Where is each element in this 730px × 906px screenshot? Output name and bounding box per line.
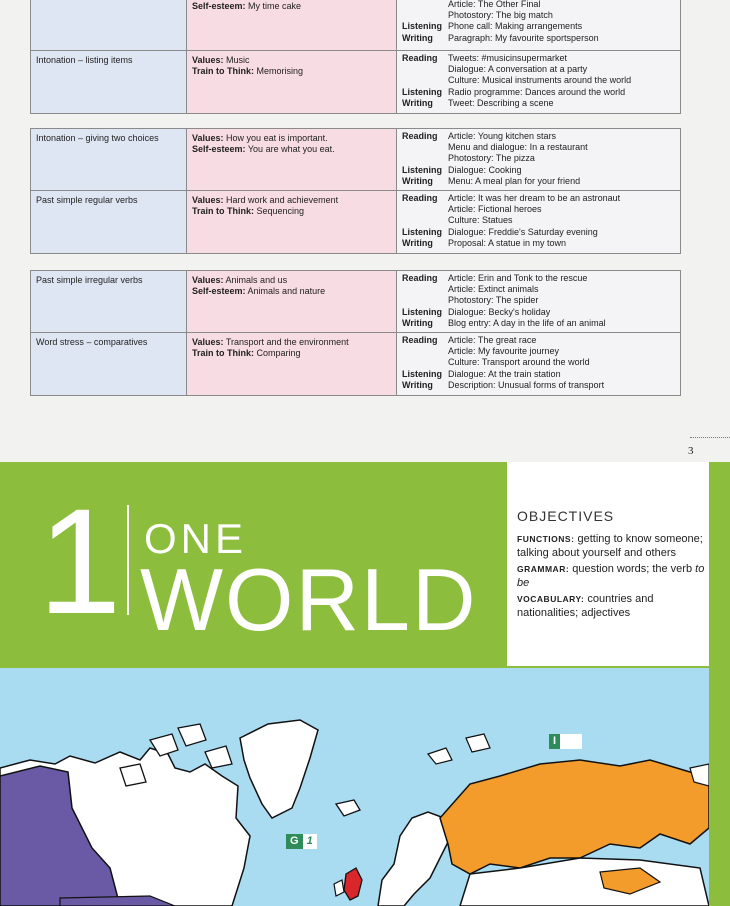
objective-vocabulary [517, 592, 705, 620]
values-cell [187, 333, 397, 395]
skill-text: Article: The Other Final [448, 0, 541, 9]
values-line [192, 1, 391, 12]
values-line [192, 195, 391, 206]
skill-key [402, 357, 448, 368]
syllabus-row [31, 129, 680, 191]
skill-text: Dialogue: Becky's holiday [448, 306, 551, 317]
skills-cell [397, 271, 680, 332]
page-number-rule [690, 437, 730, 438]
unit-divider [127, 505, 129, 615]
skill-key: Listening [402, 164, 442, 175]
objective-text: question words; the verb [572, 563, 693, 575]
objective-label: FUNCTIONS: [517, 534, 575, 544]
skill-text: Dialogue: Cooking [448, 164, 522, 175]
skill-key: Reading [402, 53, 438, 63]
skill-key: Reading [402, 273, 438, 283]
values-line [192, 144, 391, 155]
values-text: Memorising [256, 66, 304, 76]
values-text: Transport and the environment [225, 337, 349, 347]
skill-text: Phone call: Making arrangements [448, 21, 583, 32]
skill-text: Description: Unusual forms of transport [448, 379, 605, 390]
syllabus-row [31, 333, 680, 395]
skill-key: Writing [402, 175, 433, 186]
objectives-box [507, 462, 709, 666]
values-key: Train to Think: [192, 206, 254, 216]
skill-key: Listening [402, 86, 442, 97]
skill-text: Paragraph: My favourite sportsperson [448, 32, 599, 43]
syllabus-row [31, 191, 680, 253]
skill-text: Menu: A meal plan for your friend [448, 175, 581, 186]
skill-key [402, 0, 448, 10]
skill-text: Photostory: The pizza [448, 153, 535, 164]
values-line [192, 206, 391, 217]
values-text: How you eat is important. [226, 133, 328, 143]
values-line [192, 133, 391, 144]
values-line [192, 55, 391, 66]
russia-orange-region [440, 760, 709, 874]
badge-letter: I [549, 734, 560, 749]
skill-key: Reading [402, 335, 438, 345]
values-key: Train to Think: [192, 348, 254, 358]
values-key: Train to Think: [192, 66, 254, 76]
skill-text: Photostory: The big match [448, 10, 553, 21]
badge-letter: G [286, 834, 303, 849]
values-key: Values: [192, 275, 224, 285]
side-green-strip [709, 462, 730, 906]
skill-text: Menu and dialogue: In a restaurant [448, 142, 588, 153]
skill-text: Blog entry: A day in the life of an animal [448, 317, 606, 328]
skill-text: Article: Extinct animals [448, 284, 539, 295]
skill-key [402, 215, 448, 226]
values-text: My time cake [248, 1, 302, 11]
objective-label: VOCABULARY: [517, 594, 585, 604]
skill-key [402, 295, 448, 306]
skill-key: Reading [402, 193, 438, 203]
skills-cell [397, 333, 680, 395]
skills-cell [397, 129, 680, 190]
skill-text: Radio programme: Dances around the world [448, 86, 626, 97]
skill-text: Culture: Musical instruments around the world [448, 75, 632, 86]
values-cell [187, 191, 397, 253]
values-key: Values: [192, 337, 224, 347]
values-line [192, 275, 391, 286]
skill-key: Writing [402, 379, 433, 390]
badge-number: 1 [303, 834, 317, 849]
skill-text: Dialogue: Freddie's Saturday evening [448, 226, 598, 237]
objective-functions [517, 532, 705, 560]
values-text: Music [226, 55, 250, 65]
skill-text: Culture: Transport around the world [448, 357, 590, 368]
skill-key [402, 284, 448, 295]
skill-key [402, 75, 448, 86]
values-key: Values: [192, 133, 224, 143]
objective-italic-text: to be [517, 563, 705, 589]
pronunciation-cell: Past simple regular verbs [31, 191, 187, 253]
values-line [192, 337, 391, 348]
unit-title-line-2: WORLD [140, 550, 478, 649]
skill-key [402, 64, 448, 75]
skill-text: Article: The great race [448, 335, 537, 345]
skill-key: Writing [402, 32, 433, 43]
skill-key: Listening [402, 306, 442, 317]
skill-text: Article: My favourite journey [448, 346, 560, 357]
unit-title-line-1: ONE [144, 515, 248, 562]
uk-red-region [344, 868, 362, 900]
pronunciation-cell: Past simple irregular verbs [31, 271, 187, 332]
skill-text: Tweet: Describing a scene [448, 97, 554, 108]
skill-key [402, 204, 448, 215]
values-text: Animals and nature [247, 286, 326, 296]
arctic-island [466, 734, 490, 752]
skill-text: Proposal: A statue in my town [448, 237, 567, 248]
skill-key: Listening [402, 226, 442, 237]
objective-grammar [517, 562, 705, 590]
objective-text: getting to know someone; talking about yourself and others [517, 533, 703, 559]
skill-text: Article: Erin and Tonk to the rescue [448, 273, 588, 283]
pronunciation-cell: Word stress – comparatives [31, 333, 187, 395]
skill-key [402, 153, 448, 164]
values-text: Hard work and achievement [226, 195, 339, 205]
arctic-island [428, 748, 452, 764]
map-badge-i [549, 734, 582, 749]
skill-key: Reading [402, 131, 438, 141]
skill-text: Tweets: #musicinsupermarket [448, 53, 568, 63]
map-badge-g1 [286, 834, 317, 849]
skill-key: Writing [402, 97, 433, 108]
unit-number: 1 [38, 477, 118, 645]
skill-key: Writing [402, 317, 433, 328]
values-text: Comparing [256, 348, 301, 358]
objective-text: countries and nationalities; adjectives [517, 593, 654, 619]
pronunciation-cell: Intonation – giving two choices [31, 129, 187, 190]
page-number: 3 [688, 445, 694, 457]
ireland-landmass [334, 880, 344, 896]
syllabus-row [31, 51, 680, 113]
values-key: Self-esteem: [192, 144, 246, 154]
values-key: Self-esteem: [192, 1, 246, 11]
world-map [0, 668, 709, 906]
skill-key: Listening [402, 368, 442, 379]
values-key: Values: [192, 195, 224, 205]
skill-key [402, 142, 448, 153]
skills-cell [397, 191, 680, 253]
skill-key [402, 346, 448, 357]
skill-text: Culture: Statues [448, 215, 513, 226]
skill-text: Article: Fictional heroes [448, 204, 542, 215]
pronunciation-cell: Intonation – listing items [31, 51, 187, 113]
skills-cell [397, 51, 680, 113]
world-map-graphic [0, 668, 709, 906]
objectives-heading: OBJECTIVES [517, 508, 615, 524]
skill-key [402, 10, 448, 21]
values-line [192, 348, 391, 359]
badge-number [560, 734, 582, 749]
skills-cell [397, 0, 680, 50]
iceland-landmass [336, 800, 360, 816]
values-line [192, 286, 391, 297]
values-text: Sequencing [256, 206, 305, 216]
values-line [192, 66, 391, 77]
pronunciation-cell [31, 0, 187, 50]
skill-text: Dialogue: At the train station [448, 368, 561, 379]
objective-label: GRAMMAR: [517, 564, 570, 574]
skill-key: Listening [402, 21, 442, 32]
skill-text: Article: It was her dream to be an astronaut [448, 193, 621, 203]
syllabus-row [31, 0, 680, 51]
values-cell [187, 51, 397, 113]
arctic-island [205, 746, 232, 768]
europe-landmass [378, 812, 450, 906]
skill-key: Writing [402, 237, 433, 248]
skill-text: Photostory: The spider [448, 295, 539, 306]
syllabus-row [31, 271, 680, 333]
greenland-landmass [240, 720, 318, 818]
skill-text: Dialogue: A conversation at a party [448, 64, 588, 75]
values-text: You are what you eat. [247, 144, 335, 154]
syllabus-group-1 [30, 0, 681, 114]
syllabus-group-3 [30, 270, 681, 396]
values-key: Values: [192, 55, 224, 65]
arctic-island [178, 724, 206, 746]
skill-text: Article: Young kitchen stars [448, 131, 557, 141]
values-text: Animals and us [225, 275, 288, 285]
values-cell [187, 271, 397, 332]
values-cell [187, 129, 397, 190]
values-key: Self-esteem: [192, 286, 246, 296]
syllabus-group-2 [30, 128, 681, 254]
values-cell [187, 0, 397, 50]
